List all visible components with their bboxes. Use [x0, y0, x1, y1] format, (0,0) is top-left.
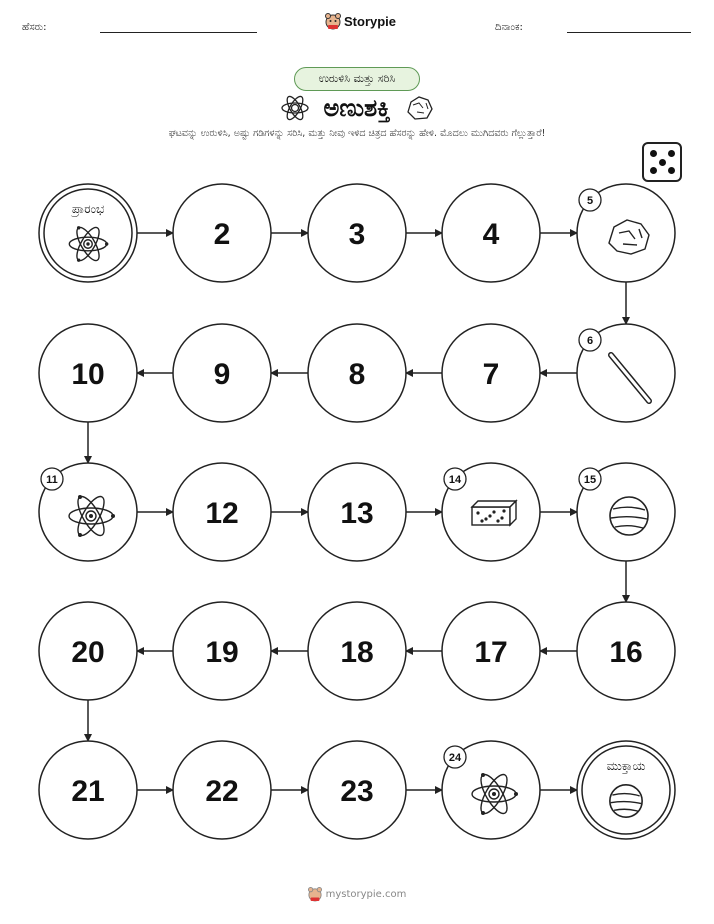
mascot-icon [308, 886, 322, 902]
board-cell [577, 602, 675, 700]
start-label: ಪ್ರಾರಂಭ [71, 202, 105, 216]
finish-label: ಮುಕ್ತಾಯ [606, 759, 646, 773]
board-cell [308, 184, 406, 282]
cell-number: 18 [340, 636, 374, 669]
board-cell [442, 741, 540, 839]
cell-number: 19 [205, 636, 239, 669]
board-cell [577, 463, 675, 561]
cell-number: 9 [213, 358, 231, 391]
footer [0, 886, 714, 902]
board-cell [39, 463, 137, 561]
cell-number-badge: 15 [583, 474, 597, 486]
finish-cell [577, 741, 675, 839]
cell-number: 22 [205, 775, 239, 808]
board-cell [173, 602, 271, 700]
cell-number: 7 [482, 358, 500, 391]
board-cell [39, 602, 137, 700]
cell-number: 23 [340, 775, 374, 808]
cell-number: 4 [482, 218, 500, 251]
board-cell [173, 741, 271, 839]
board-cell [173, 324, 271, 422]
cell-number: 20 [71, 636, 105, 669]
page-title: ಅಣುಶಕ್ತಿ [323, 94, 391, 122]
board-cell [577, 184, 675, 282]
cell-number-badge: 11 [46, 474, 58, 486]
brand-name: Storypie [344, 13, 397, 29]
board-cell [308, 324, 406, 422]
board-cell [173, 463, 271, 561]
start-cell [39, 184, 137, 282]
date-label: ದಿನಾಂಕ: [495, 22, 523, 33]
board-cell [39, 741, 137, 839]
board-cell [308, 463, 406, 561]
board-cell [442, 184, 540, 282]
cell-number-badge: 6 [586, 335, 594, 347]
board-cell [308, 602, 406, 700]
board-cell [173, 184, 271, 282]
game-type-badge: ಉರುಳಿಸಿ ಮತ್ತು ಸರಿಸಿ [294, 67, 420, 91]
board-cell [442, 602, 540, 700]
cell-number: 3 [348, 218, 366, 251]
cell-number: 17 [474, 636, 508, 669]
cell-number-badge: 24 [448, 752, 462, 764]
name-label: ಹೆಸರು: [22, 22, 47, 33]
footer-url: mystorypie.com [325, 888, 407, 900]
cell-number-badge: 5 [586, 195, 594, 207]
cell-number: 21 [71, 775, 105, 808]
board-cell [442, 463, 540, 561]
cell-number: 13 [340, 497, 374, 530]
board-cell [308, 741, 406, 839]
cell-number: 16 [609, 636, 643, 669]
board-cell [577, 324, 675, 422]
sponge-icon [472, 501, 516, 525]
cell-number-badge: 14 [448, 474, 462, 486]
board-cell [39, 324, 137, 422]
board-cell [442, 324, 540, 422]
cell-number: 12 [205, 497, 239, 530]
cell-number: 10 [71, 358, 105, 391]
cell-number: 8 [348, 358, 366, 391]
cell-number: 2 [213, 218, 231, 251]
instructions: ಘಟವನ್ನು ಉರುಳಿಸಿ, ಅಷ್ಟು ಗಡಿಗಳನ್ನು ಸರಿಸಿ, ಮತ್ತು ನೀವು ಇಳಿದ ಚಿತ್ರದ ಹೆಸರನ್ನು ಹೇಳಿ. ಮೊದಲು ಮುಗಿದವರು ಗೆಲ್ಲುತ್ತಾರೆ! [168, 128, 546, 139]
